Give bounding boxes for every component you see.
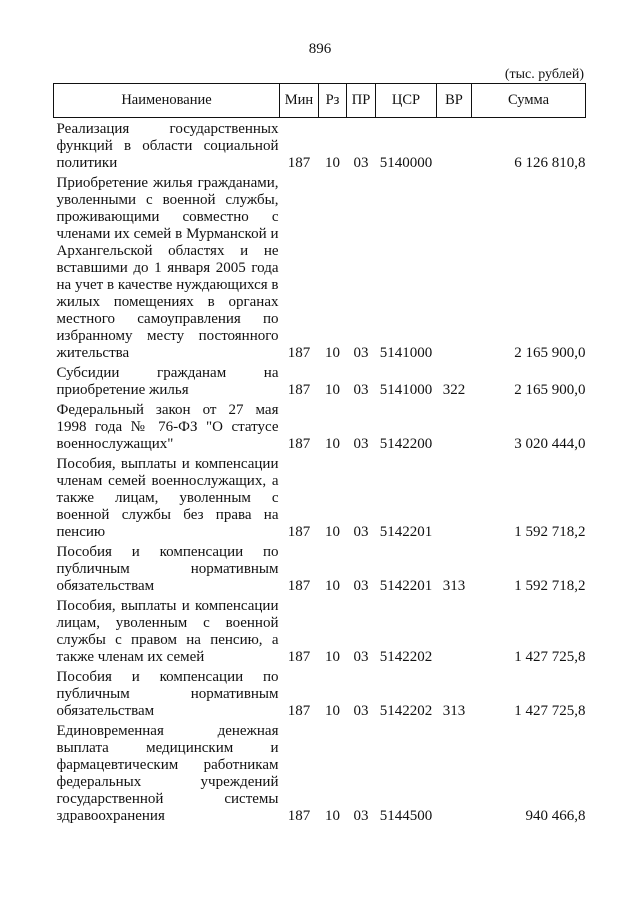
page-number: 896: [308, 41, 332, 57]
table-row: [54, 399, 586, 453]
row-name: Единовременная денежная выплата медицинским и фармацевтическим работникам федеральных учреждений государственной системы здравоохранения: [56, 723, 279, 824]
row-vr: [437, 720, 472, 825]
row-sum: 1 427 725,8: [514, 649, 586, 665]
row-pr: 03: [353, 703, 369, 719]
units-label: (тыс. рублей): [504, 67, 584, 82]
row-rz: 10: [325, 649, 340, 665]
row-csr: 5144500: [379, 808, 433, 824]
row-name: Субсидии гражданам на приобретение жилья: [56, 365, 279, 398]
row-rz: 10: [325, 345, 340, 361]
row-min: 187: [287, 155, 311, 171]
row-min: 187: [287, 808, 311, 824]
row-rz: 10: [325, 436, 340, 452]
row-min: 187: [287, 382, 311, 398]
row-csr: 5141000: [379, 382, 433, 398]
header-vr: ВР: [437, 84, 472, 118]
row-min: 187: [287, 578, 311, 594]
row-min: 187: [287, 524, 311, 540]
row-name: Пособия и компенсации по публичным нормативным обязательствам: [56, 669, 279, 719]
table-row: [54, 595, 586, 666]
row-pr: 03: [353, 155, 369, 171]
row-csr: 5142202: [379, 703, 433, 719]
table-row: [54, 720, 586, 825]
row-sum: 1 427 725,8: [514, 703, 586, 719]
header-sum: Сумма: [472, 84, 586, 118]
row-name: Федеральный закон от 27 мая 1998 года № 76-ФЗ "О статусе военнослужащих": [56, 402, 279, 452]
row-vr: 313: [442, 703, 466, 719]
row-pr: 03: [353, 808, 369, 824]
row-name: Реализация государственных функций в области социальной политики: [56, 121, 279, 171]
header-name: Наименование: [54, 84, 280, 118]
row-min: 187: [287, 436, 311, 452]
row-vr: [437, 118, 472, 173]
row-pr: 03: [353, 345, 369, 361]
row-rz: 10: [325, 155, 340, 171]
header-rz: Рз: [319, 84, 347, 118]
row-vr: [437, 399, 472, 453]
table-row: [54, 362, 586, 399]
row-rz: 10: [325, 703, 340, 719]
header-pr: ПР: [347, 84, 376, 118]
row-min: 187: [287, 649, 311, 665]
table-row: [54, 666, 586, 720]
row-sum: 1 592 718,2: [514, 578, 586, 594]
row-sum: 940 466,8: [525, 808, 586, 824]
table-header-row: [54, 84, 586, 118]
row-min: 187: [287, 345, 311, 361]
row-rz: 10: [325, 524, 340, 540]
row-vr: [437, 453, 472, 541]
row-rz: 10: [325, 382, 340, 398]
budget-table: [53, 83, 586, 825]
header-min: Мин: [280, 84, 319, 118]
table-row: [54, 453, 586, 541]
row-pr: 03: [353, 436, 369, 452]
header-csr: ЦСР: [376, 84, 437, 118]
row-csr: 5142202: [379, 649, 433, 665]
row-csr: 5142201: [379, 524, 433, 540]
row-rz: 10: [325, 578, 340, 594]
row-name: Пособия, выплаты и компенсации членам семей военнослужащих, а также лицам, уволенным с военной службы без права на пенсию: [56, 456, 279, 540]
row-vr: [437, 595, 472, 666]
row-vr: [437, 172, 472, 362]
row-sum: 2 165 900,0: [514, 345, 586, 361]
row-pr: 03: [353, 649, 369, 665]
row-csr: 5142201: [379, 578, 433, 594]
row-sum: 6 126 810,8: [514, 155, 586, 171]
table-row: [54, 118, 586, 173]
row-csr: 5142200: [379, 436, 433, 452]
row-rz: 10: [325, 808, 340, 824]
row-min: 187: [287, 703, 311, 719]
row-csr: 5140000: [379, 155, 433, 171]
row-name: Приобретение жилья гражданами, уволенными с военной службы, проживающими совместно с членами их семей в Мурманской и Архангельской областях и не вставшими до 1 января 2005 года на учет в качестве нуждающихся в жилых помещениях в органах местного самоуправления по избранному месту постоянного жительства: [56, 175, 279, 361]
row-vr: 313: [442, 578, 466, 594]
row-csr: 5141000: [379, 345, 433, 361]
row-name: Пособия, выплаты и компенсации лицам, уволенным с военной службы с правом на пенсию, а также членам их семей: [56, 598, 279, 665]
table-row: [54, 172, 586, 362]
row-sum: 2 165 900,0: [514, 382, 586, 398]
row-pr: 03: [353, 382, 369, 398]
row-name: Пособия и компенсации по публичным нормативным обязательствам: [56, 544, 279, 594]
row-sum: 1 592 718,2: [514, 524, 586, 540]
row-vr: 322: [442, 382, 466, 398]
row-pr: 03: [353, 578, 369, 594]
table-row: [54, 541, 586, 595]
row-sum: 3 020 444,0: [514, 436, 586, 452]
row-pr: 03: [353, 524, 369, 540]
